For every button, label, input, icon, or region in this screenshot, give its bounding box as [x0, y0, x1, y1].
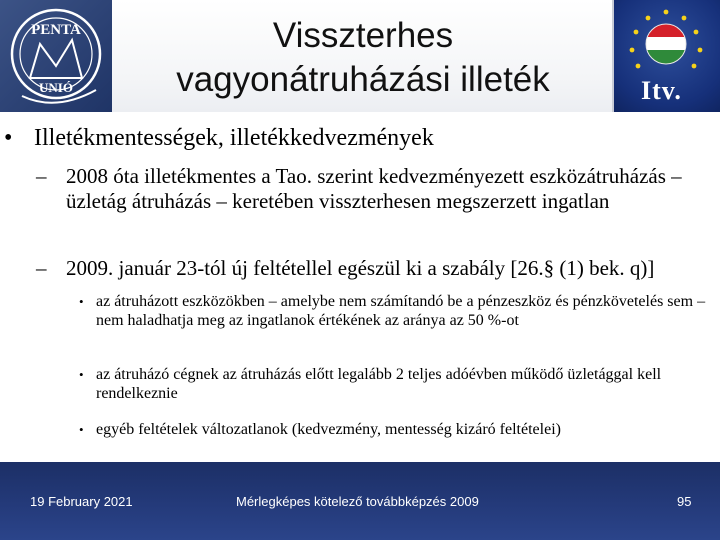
sub-text: az átruházó cégnek az átruházás előtt legalább 2 teljes adóévben működő üzletággal kell rendelkeznie	[96, 366, 662, 402]
slide-title: Visszterhes vagyonátruházási illeték	[176, 16, 550, 99]
bullet-icon: •	[79, 367, 84, 382]
sub-item-3	[79, 420, 708, 439]
penta-unio-seal-icon	[0, 0, 112, 112]
page-number: 95	[677, 494, 692, 509]
dash-item-2	[36, 256, 706, 281]
bullet-icon: •	[4, 125, 13, 151]
itv-label: Itv.	[641, 76, 682, 105]
slide-header	[0, 0, 720, 112]
sub-text: egyéb feltételek változatlanok (kedvezmény, mentesség kizáró feltételei)	[96, 421, 561, 438]
sub-item-1	[79, 292, 708, 330]
sub-text: az átruházott eszközökben – amelybe nem számítandó be a pénzeszköz és pénzkövetelés sem – nem haladhatja meg az ingatlanok értékének az aránya az 50 %-ot	[96, 293, 706, 329]
slide-footer	[0, 462, 720, 540]
dash-text: 2009. január 23-tól új feltétellel egészül ki a szabály [26.§ (1) bek. q)]	[66, 256, 655, 280]
dash-text: 2008 óta illetékmentes a Tao. szerint kedvezményezett eszközátruházás – üzletág átruházás – keretében visszterhesen megszerzett ingatlan	[66, 164, 682, 213]
bullet-text: Illetékmentességek, illetékkedvezmények	[34, 125, 434, 151]
bullet-icon: •	[79, 422, 84, 437]
footer-center-text: Mérlegképes kötelező továbbképzés 2009	[236, 494, 479, 509]
sub-item-2	[79, 365, 708, 403]
dash-icon: –	[36, 256, 47, 280]
hungarian-flag-icon	[644, 24, 688, 66]
footer-date: 19 February 2021	[30, 494, 133, 509]
bullet-icon: •	[79, 294, 84, 309]
logo-text-bottom: UNIÓ	[39, 80, 73, 95]
logo-text-top: PENTA	[31, 22, 81, 38]
dash-icon: –	[36, 164, 47, 188]
dash-item-1	[36, 164, 706, 214]
bullet-item-1	[4, 124, 434, 152]
penta-unio-logo	[0, 0, 112, 112]
